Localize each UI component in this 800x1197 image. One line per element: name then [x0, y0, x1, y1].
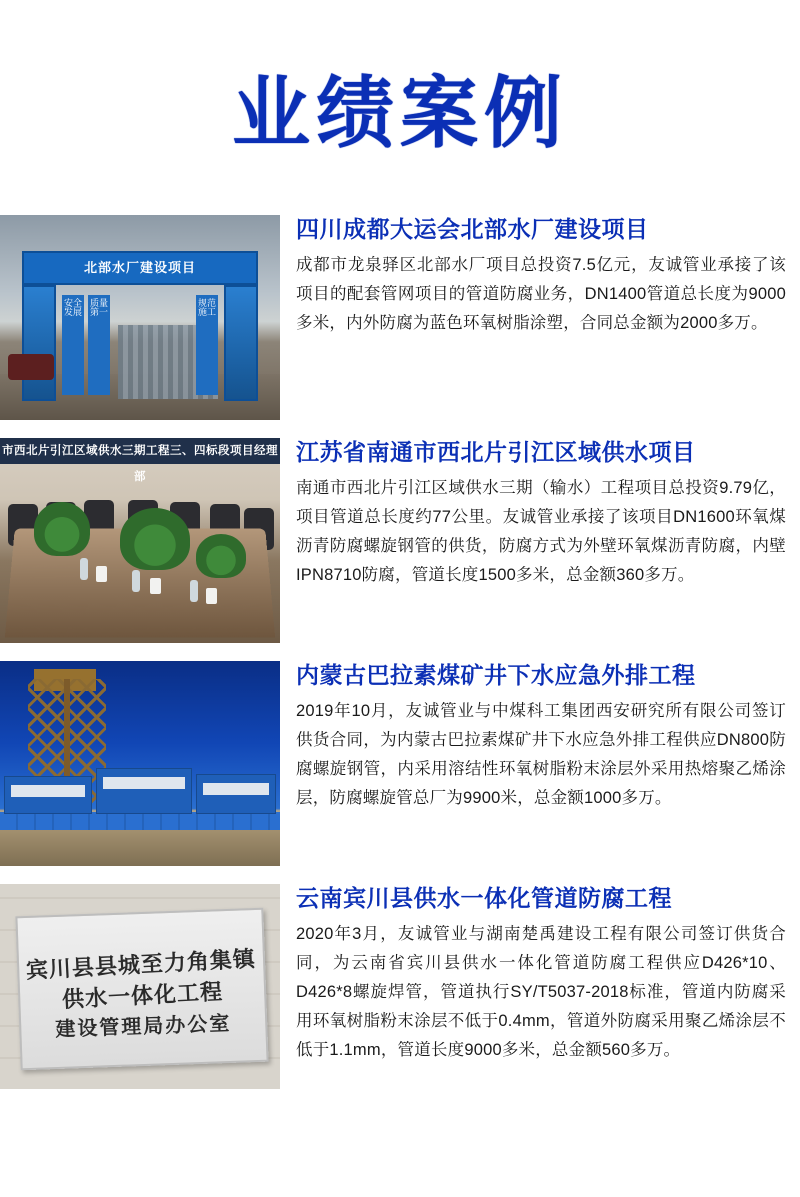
- case-title: 云南宾川县供水一体化管道防腐工程: [296, 884, 672, 911]
- case-item: [0, 661, 800, 866]
- gate-post-left: [22, 285, 56, 401]
- case-description: 2020年3月，友诚管业与湖南楚禹建设工程有限公司签订供货合同，为云南省宾川县供水一体化管道防腐工程供应D426*10、D426*8螺旋焊管，管道执行SY/T5037-2018标准，管道内防腐采用环氧树脂粉末涂层不低于0.4mm，管道外防腐采用聚乙烯涂层不低于1.1mm，管道长度9000多米，总金额560多万。: [296, 925, 786, 1059]
- case-text-block: [280, 661, 800, 813]
- site-building: [4, 776, 92, 814]
- water-bottle: [132, 570, 140, 592]
- office-plaque: [15, 907, 268, 1070]
- dirt-ground: [0, 830, 280, 866]
- potted-plant: [34, 502, 90, 556]
- tea-cup: [206, 588, 217, 604]
- page-title: 业绩案例: [231, 69, 568, 158]
- vertical-banner-1: 安全发展: [62, 295, 84, 395]
- stone-wall-plaque-photo: [0, 884, 280, 1089]
- water-plant-gate-photo: [0, 215, 280, 420]
- case-text-block: [280, 884, 800, 1065]
- water-bottle: [80, 558, 88, 580]
- building-sign: [203, 783, 269, 795]
- case-item: [0, 438, 800, 643]
- plaque-line-2: 建设管理局办公室: [54, 1012, 232, 1041]
- case-study-page: [0, 52, 800, 1197]
- coal-mine-headframe-photo: [0, 661, 280, 866]
- case-text-block: [280, 438, 800, 590]
- case-list: [0, 215, 800, 1089]
- case-description: 2019年10月，友诚管业与中煤科工集团西安研究所有限公司签订供货合同，为内蒙古巴拉素煤矿井下水应急外排工程供应DN800防腐螺旋钢管，内采用溶结性环氧树脂粉末涂层外采用热熔聚乙烯涂层，防腐螺旋管总厂为9900米，总金额1000多万。: [296, 702, 786, 807]
- parked-bike: [8, 354, 54, 380]
- case-item: [0, 215, 800, 420]
- conference-room-photo: [0, 438, 280, 643]
- vertical-banner-2: 质量第一: [88, 295, 110, 395]
- case-title: 江苏省南通市西北片引江区域供水项目: [296, 438, 696, 465]
- site-building: [196, 774, 276, 814]
- meeting-banner-text: 市西北片引江区域供水三期工程三、四标段项目经理部: [0, 438, 280, 464]
- case-description: 成都市龙泉驿区北部水厂项目总投资7.5亿元，友诚管业承接了该项目的配套管网项目的管道防腐业务，DN1400管道总长度为9000多米，内外防腐为蓝色环氧树脂涂塑，合同总金额为2000多万。: [296, 256, 786, 332]
- potted-plant: [120, 508, 190, 570]
- case-text-block: [280, 215, 800, 338]
- building-sign: [11, 785, 85, 797]
- site-building: [96, 768, 192, 814]
- tea-cup: [150, 578, 161, 594]
- vertical-banner-3: 规范施工: [196, 295, 218, 395]
- water-bottle: [190, 580, 198, 602]
- building-sign: [103, 777, 185, 789]
- case-description: 南通市西北片引江区域供水三期（输水）工程项目总投资9.79亿，项目管道总长度约77公里。友诚管业承接了该项目DN1600环氧煤沥青防腐螺旋钢管的供货，防腐方式为外壁环氧煤沥青防腐，内壁IPN8710防腐，管道长度1500多米，总金额360多万。: [296, 479, 786, 584]
- potted-plant: [196, 534, 246, 578]
- case-title: 四川成都大运会北部水厂建设项目: [296, 215, 649, 242]
- blue-site-wall: [0, 812, 280, 832]
- gate-post-right: [224, 285, 258, 401]
- gate-structure: [22, 251, 258, 401]
- tea-cup: [96, 566, 107, 582]
- case-item: [0, 884, 800, 1089]
- plaque-line-1: 宾川县县城至力角集镇供水一体化工程: [25, 945, 257, 1012]
- gate-sign-text: 北部水厂建设项目: [22, 251, 258, 285]
- case-title: 内蒙古巴拉素煤矿井下水应急外排工程: [296, 661, 696, 688]
